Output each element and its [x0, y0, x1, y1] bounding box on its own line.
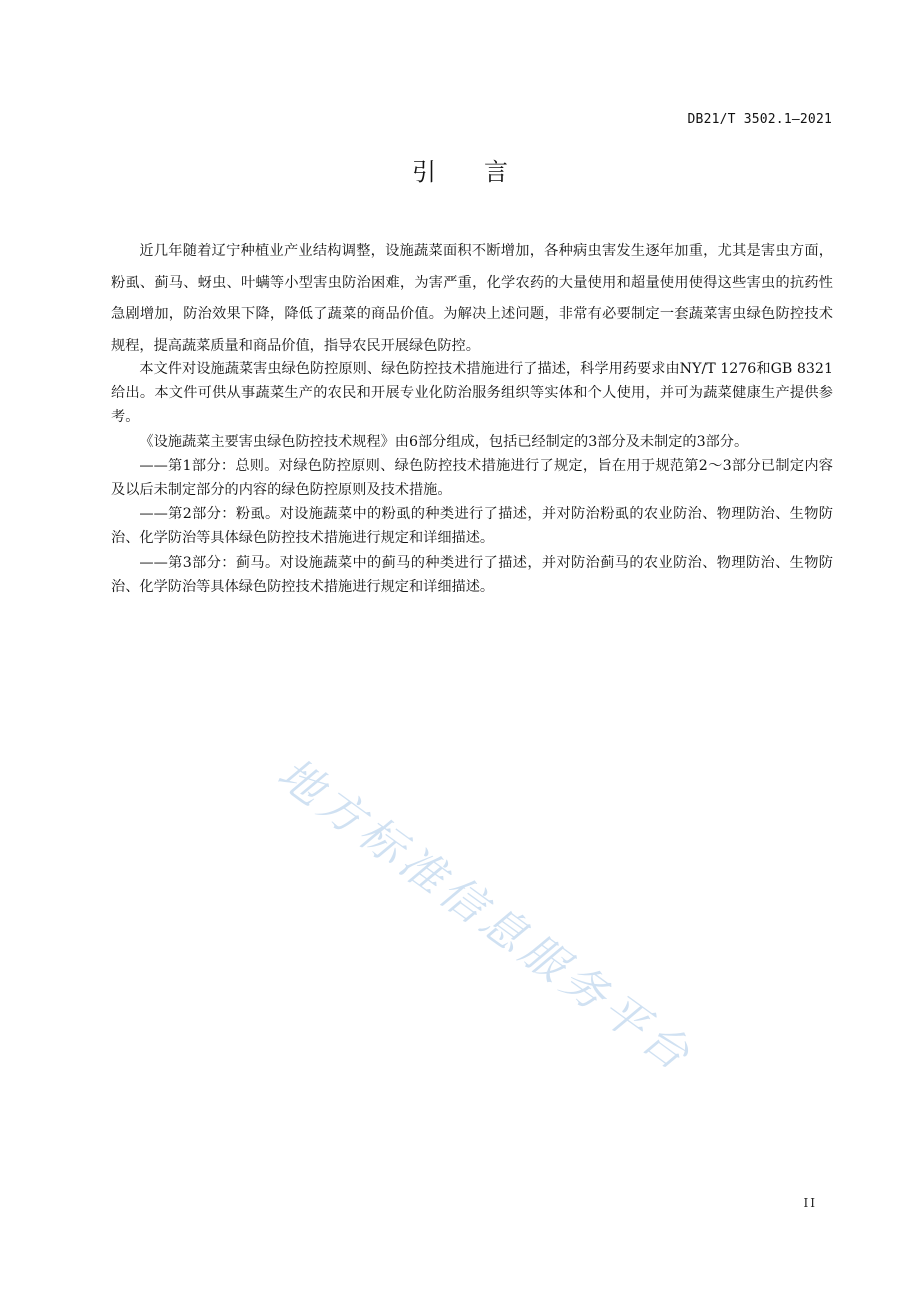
paragraph-part-2: ——第2部分：粉虱。对设施蔬菜中的粉虱的种类进行了描述，并对防治粉虱的农业防治、物理防治、生物防治、化学防治等具体绿色防控技术措施进行规定和详细描述。 [111, 506, 833, 547]
paragraph-background: 近几年随着辽宁种植业产业结构调整，设施蔬菜面积不断增加，各种病虫害发生逐年加重，尤其是害虫方面，粉虱、蓟马、蚜虫、叶螨等小型害虫防治困难，为害严重，化学农药的大量使用和超量使用使得这些害虫的抗药性急剧增加，防治效果下降，降低了蔬菜的商品价值。为解决上述问题，非常有必要制定一套蔬菜害虫绿色防控技术规程，提高蔬菜质量和商品价值，指导农民开展绿色防控。 [111, 243, 833, 354]
document-code: DB21/T 3502.1—2021 [687, 112, 832, 127]
paragraph-part-3: ——第3部分：蓟马。对设施蔬菜中的蓟马的种类进行了描述，并对防治蓟马的农业防治、物理防治、生物防治、化学防治等具体绿色防控技术措施进行规定和详细描述。 [111, 554, 833, 595]
body-text [111, 236, 833, 599]
watermark: 地方标准信息服务平台 [268, 748, 703, 1084]
paragraph-structure: 《设施蔬菜主要害虫绿色防控技术规程》由6部分组成，包括已经制定的3部分及未制定的3部分。 [139, 433, 749, 450]
page-title: 引言 [412, 158, 556, 186]
paragraph-scope: 本文件对设施蔬菜害虫绿色防控原则、绿色防控技术措施进行了描述，科学用药要求由NY/T 1276和GB 8321给出。本文件可供从事蔬菜生产的农民和开展专业化防治服务组织等实体和个人使用，并可为蔬菜健康生产提供参考。 [111, 361, 833, 426]
page-number: II [803, 1196, 817, 1210]
paragraph-part-1: ——第1部分：总则。对绿色防控原则、绿色防控技术措施进行了规定，旨在用于规范第2～3部分已制定内容及以后未制定部分的内容的绿色防控原则及技术措施。 [111, 457, 833, 499]
